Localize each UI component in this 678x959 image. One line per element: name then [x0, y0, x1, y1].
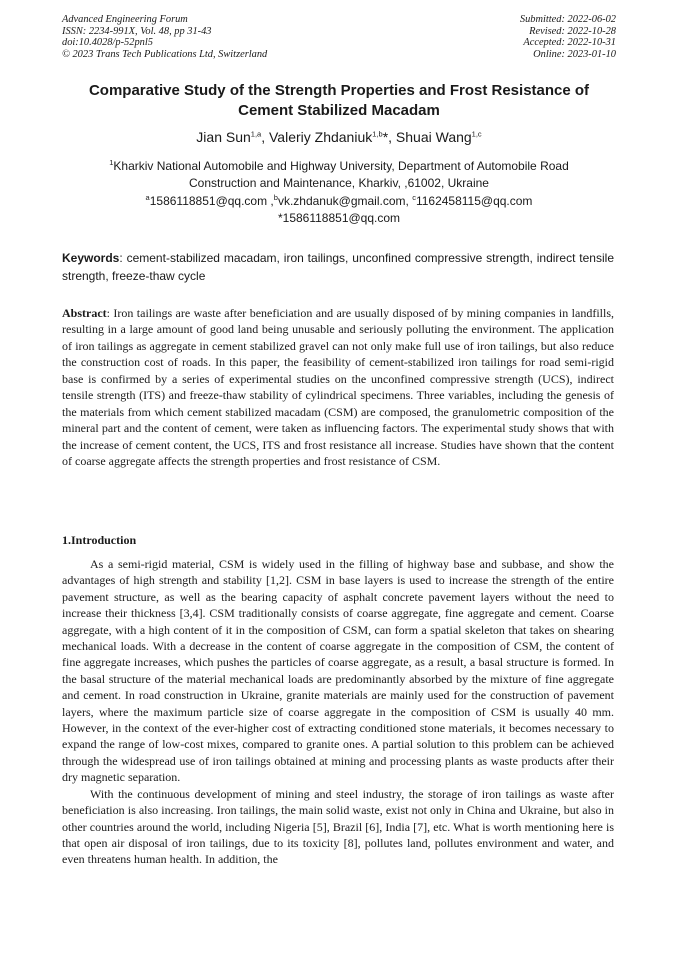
date-accepted: Accepted: 2022-10-31 [523, 37, 616, 49]
journal-doi: doi:10.4028/p-52pnl5 [62, 37, 153, 49]
date-submitted: Submitted: 2022-06-02 [519, 14, 616, 25]
author-affiliation-mark: 1,a [250, 129, 262, 139]
journal-name: Advanced Engineering Forum [62, 14, 188, 25]
abstract-label: Abstract [62, 306, 107, 320]
affiliation-line: Construction and Maintenance, Kharkiv, ,61002, Ukraine [189, 176, 489, 191]
section-body [62, 556, 614, 868]
email-mark: a [145, 192, 150, 202]
email-line [62, 193, 616, 210]
paragraph: As a semi-rigid material, CSM is widely used in the filling of highway base and subbase, and show the advantages of high strength and stability [1,2]. CSM in base layers is used to increase the strength of the entire pavement structure, as well as the bearing capacity of asphalt concrete pavement layers without the need to increase their thickness [3,4]. CSM traditionally consists of coarse aggregate, fine aggregate and cement. Coarse aggregate, with a high content of it in the composition of CSM, can form a spatial skeleton that takes on shearing mechanical loads. With a decrease in the content of coarse aggregate in the composition of CSM, the content of fine aggregate increases, which pushes the particles of coarse aggregate, as a result, a basal structure is formed. In the basal structure of the material mechanical loads are predominantly absorbed by the mixture of fine aggregate and cement. In road construction in Ukraine, granite materials are mainly used for the construction of pavement layers, where the maximum particle size of coarse aggregate in the composition of CSM is usually 40 mm. However, in the context of the ever-higher cost of extracting conditioned stone materials, it becomes necessary to expand the range of low-cost mixes, compared to granite ones. A partial solution to this problem can be achieved through the widespread use of iron tailings obtained at mining and processing plants as waste products after their dry magnetic separation. [62, 557, 614, 785]
journal-issn: ISSN: 2234-991X, Vol. 48, pp 31-43 [62, 25, 212, 37]
author-affiliation-mark: 1,b [372, 129, 383, 139]
affiliation-block [62, 158, 616, 227]
email-link[interactable]: 1162458115@qq.com [415, 193, 533, 208]
journal-copyright: © 2023 Trans Tech Publications Ltd, Switzerland [62, 48, 268, 60]
affiliation-text: Kharkiv National Automobile and Highway University, Department of Automobile Road [113, 159, 569, 173]
paragraph: With the continuous development of mining and steel industry, the storage of iron tailings as waste after beneficiation is also increasing. Iron tailings, the main solid waste, exist not only in China and Ukraine, but also in other countries around the world, including Nigeria [5], Brazil [6], India [7], etc. What is worth mentioning here is that open air disposal of iron tailings, due to its toxicity [8], pollutes land, pollutes environment and water, and even threatens human health. In addition, the [62, 786, 614, 867]
author-list [62, 128, 616, 146]
paper-title: Comparative Study of the Strength Properties and Frost Resistance of Cement Stabilized Macadam [88, 82, 590, 119]
email-link[interactable]: vk.zhdanuk@gmail.com, [277, 193, 413, 208]
affiliation-mark: 1 [109, 158, 114, 167]
author-name: Valeriy Zhdaniuk [269, 129, 373, 145]
abstract [62, 305, 614, 470]
section-heading: 1.Introduction [62, 533, 137, 547]
author-separator: , [261, 129, 269, 145]
email-link[interactable]: 1586118851@qq.com , [149, 193, 274, 208]
keywords-text: : cement-stabilized macadam, iron tailings, unconfined compressive strength, indirect tensile strength, freeze-thaw cycle [62, 251, 614, 283]
date-online: Online: 2023-01-10 [533, 48, 616, 60]
author-name: Jian Sun [196, 129, 251, 145]
date-revised: Revised: 2022-10-28 [529, 25, 616, 37]
corresponding-email[interactable]: *1586118851@qq.com [277, 210, 401, 225]
keywords [62, 250, 614, 285]
abstract-text: : Iron tailings are waste after beneficiation and are usually disposed of by mining companies in landfills, resulting in a large amount of good land being unusable and seriously polluting the environment. The application of iron tailings as aggregate in cement stabilized gravel can not only make full use of iron tailings, but also reduce the construction cost of roads. In this paper, the feasibility of cement-stabilized iron tailings for road semi-rigid base is confirmed by a series of experimental studies on the unconfined compressive strength (UCS), indirect tensile strength (ITS) and freeze-thaw stability of cylindrical specimens. Three variables, including the genesis of the materials from which cement stabilized macadam (CSM) are composed, the granulometric composition of the mineral part and the content of cement, were taken as influencing factors. The experimental study shows that with the increase of cement content, the UCS, ITS and frost resistance all increase. Studies have shown that the content of coarse aggregate affects the strength properties and frost resistance of CSM. [62, 306, 614, 469]
author-affiliation-mark: 1,c [471, 129, 482, 139]
email-mark: b [273, 192, 278, 202]
author-name: Shuai Wang [395, 129, 472, 145]
affiliation-line [62, 158, 616, 175]
author-separator: *, [382, 129, 396, 145]
email-mark: c [412, 192, 416, 202]
submission-dates [520, 14, 616, 60]
keywords-label: Keywords [62, 251, 120, 265]
journal-info [62, 14, 267, 60]
